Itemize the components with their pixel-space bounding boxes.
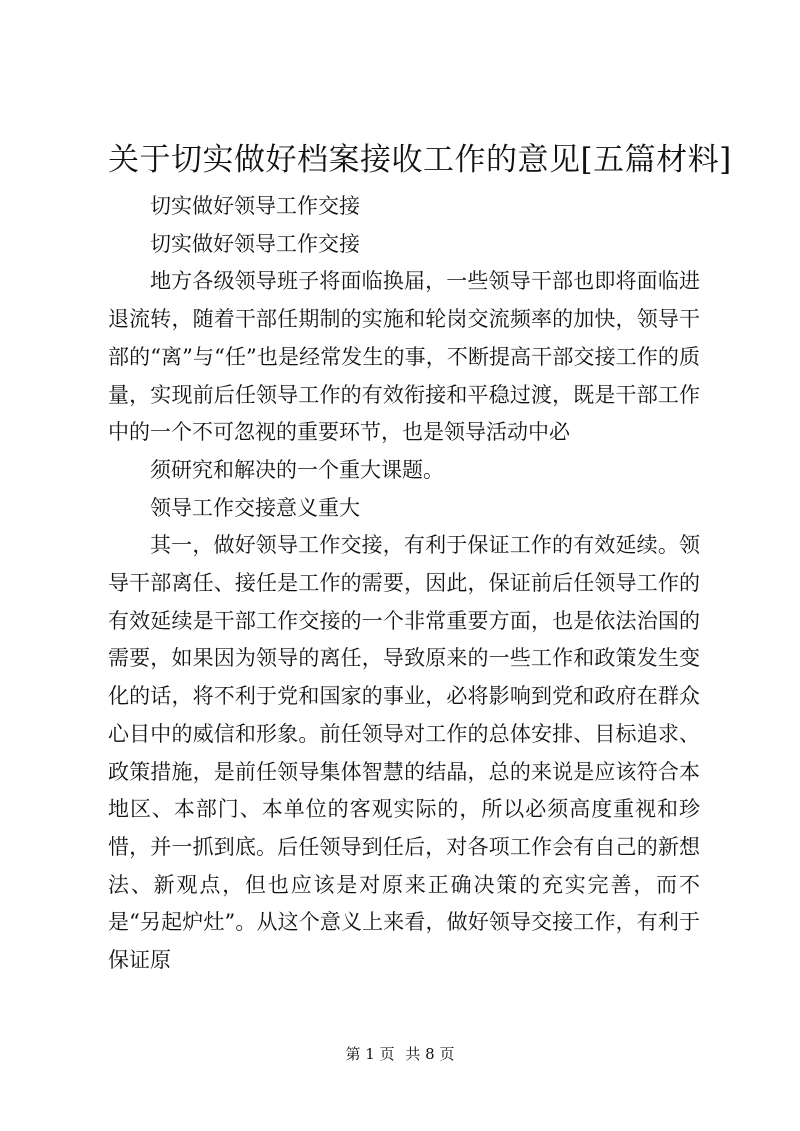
body-paragraph: 地方各级领导班子将面临换届，一些领导干部也即将面临进退流转，随着干部任期制的实施和轮岗交流频率的加快，领导干部的“离”与“任”也是经常发生的事，不断提高干部交接工作的质量，实现前后任领导工作的有效衔接和平稳过渡，既是干部工作中的一个不可忽视的重要环节，也是领导活动中必: [108, 269, 700, 445]
document-title: 关于切实做好档案接收工作的意见[五篇材料]: [108, 142, 732, 178]
document-body: [108, 188, 700, 980]
page-number: 第 1 页: [345, 1045, 395, 1063]
page-footer: [0, 1044, 800, 1064]
section-heading: 切实做好领导工作交接: [150, 231, 360, 256]
body-paragraph: 须研究和解决的一个重大课题。: [150, 457, 444, 482]
section-heading: 切实做好领导工作交接: [150, 194, 360, 218]
section-heading: 领导工作交接意义重大: [150, 495, 360, 520]
body-paragraph: 其一，做好领导工作交接，有利于保证工作的有效延续。领导干部离任、接任是工作的需要，因此，保证前后任领导工作的有效延续是干部工作交接的一个非常重要方面，也是依法治国的需要，如果因为领导的离任，导致原来的一些工作和政策发生变化的话，将不利于党和国家的事业，必将影响到党和政府在群众心目中的威信和形象。前任领导对工作的总体安排、目标追求、政策措施，是前任领导集体智慧的结晶，总的来说是应该符合本地区、本部门、本单位的客观实际的，所以必须高度重视和珍惜，并一抓到底。后任领导到任后，对各项工作会有自己的新想法、新观点，但也应该是对原来正确决策的充实完善，而不是“另起炉灶”。从这个意义上来看，做好领导交接工作，有利于保证原: [108, 533, 700, 973]
page-total: 共 8 页: [405, 1045, 455, 1063]
